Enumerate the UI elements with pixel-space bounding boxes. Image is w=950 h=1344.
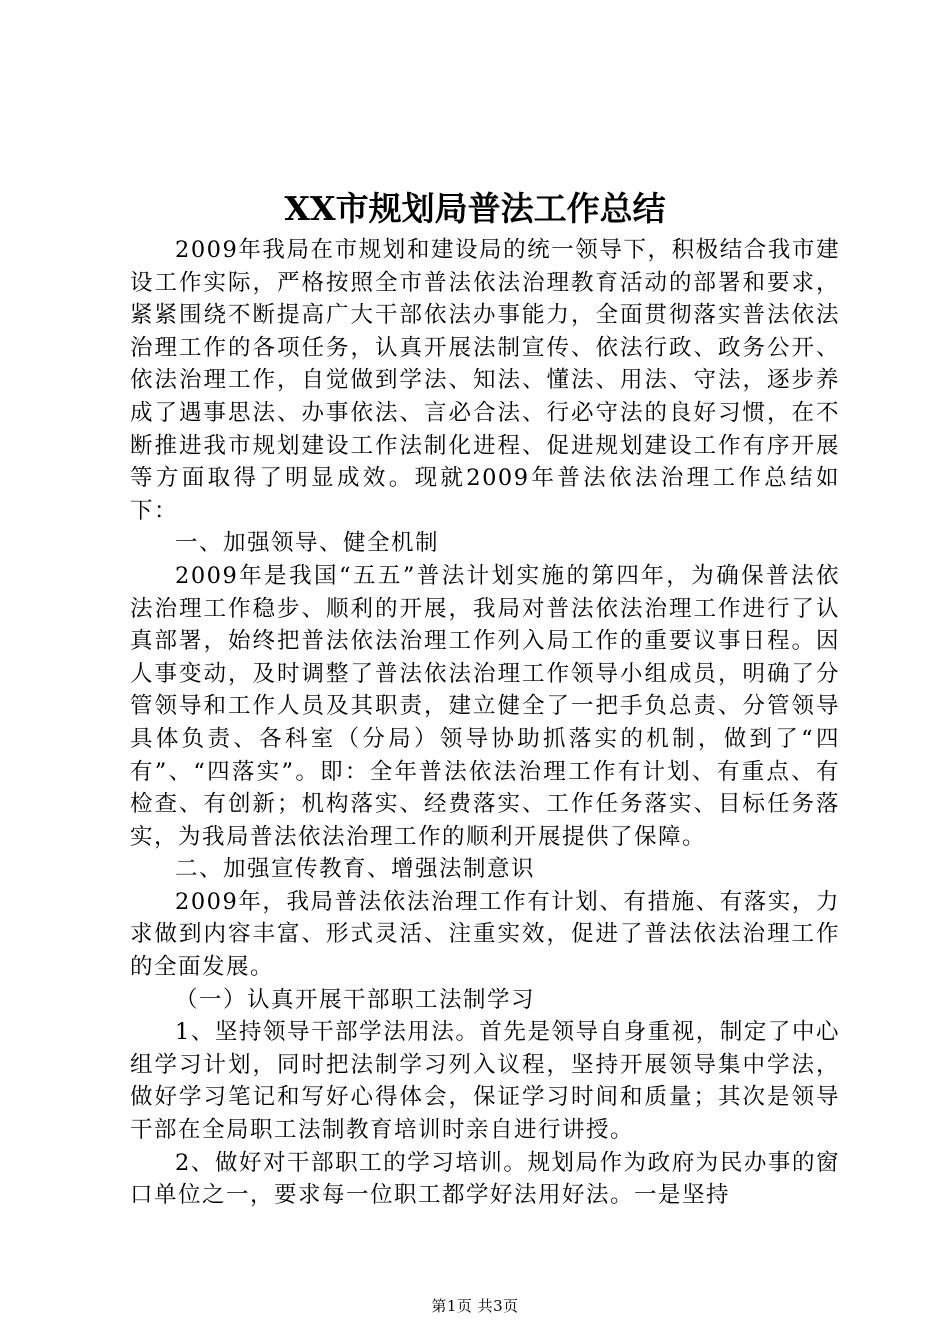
- section-heading-1: 一、加强领导、健全机制: [175, 530, 440, 557]
- page-number-footer: 第1页 共3页: [431, 1297, 519, 1315]
- document-body: [130, 234, 840, 1212]
- item-2-paragraph: 2、做好对干部职工的学习培训。规划局作为政府为民办事的窗口单位之一，要求每一位职工都学好法用好法。一是坚持: [130, 1149, 840, 1209]
- document-title: XX市规划局普法工作总结: [284, 189, 666, 228]
- section-heading-2: 二、加强宣传教育、增强法制意识: [175, 856, 536, 883]
- item-1-paragraph: 1、坚持领导干部学法用法。首先是领导自身重视，制定了中心组学习计划，同时把法制学习列入议程，坚持开展领导集中学法，做好学习笔记和写好心得体会，保证学习时间和质量；其次是领导干部在全局职工法制教育培训时亲自进行讲授。: [130, 1019, 840, 1144]
- section-2-paragraph: 2009年，我局普法依法治理工作有计划、有措施、有落实，力求做到内容丰富、形式灵活、注重实效，促进了普法依法治理工作的全面发展。: [130, 888, 840, 981]
- section-1-paragraph: 2009年是我国“五五”普法计划实施的第四年，为确保普法依法治理工作稳步、顺利的开展，我局对普法依法治理工作进行了认真部署，始终把普法依法治理工作列入局工作的重要议事日程。因人事变动，及时调整了普法依法治理工作领导小组成员，明确了分管领导和工作人员及其职责，建立健全了一把手负总责、分管领导具体负责、各科室（分局）领导协助抓落实的机制，做到了“四有”、“四落实”。即：全年普法依法治理工作有计划、有重点、有检查、有创新；机构落实、经费落实、工作任务落实、目标任务落实，为我局普法依法治理工作的顺利开展提供了保障。: [130, 562, 840, 850]
- intro-paragraph: 2009年我局在市规划和建设局的统一领导下，积极结合我市建设工作实际，严格按照全市普法依法治理教育活动的部署和要求，紧紧围绕不断提高广大干部依法办事能力，全面贯彻落实普法依法治理工作的各项任务，认真开展法制宣传、依法行政、政务公开、依法治理工作，自觉做到学法、知法、懂法、用法、守法，逐步养成了遇事思法、办事依法、言必合法、行必守法的良好习惯，在不断推进我市规划建设工作法制化进程、促进规划建设工作有序开展等方面取得了明显成效。现就2009年普法依法治理工作总结如下：: [130, 237, 840, 524]
- subsection-heading-1: （一）认真开展干部职工法制学习: [175, 986, 536, 1013]
